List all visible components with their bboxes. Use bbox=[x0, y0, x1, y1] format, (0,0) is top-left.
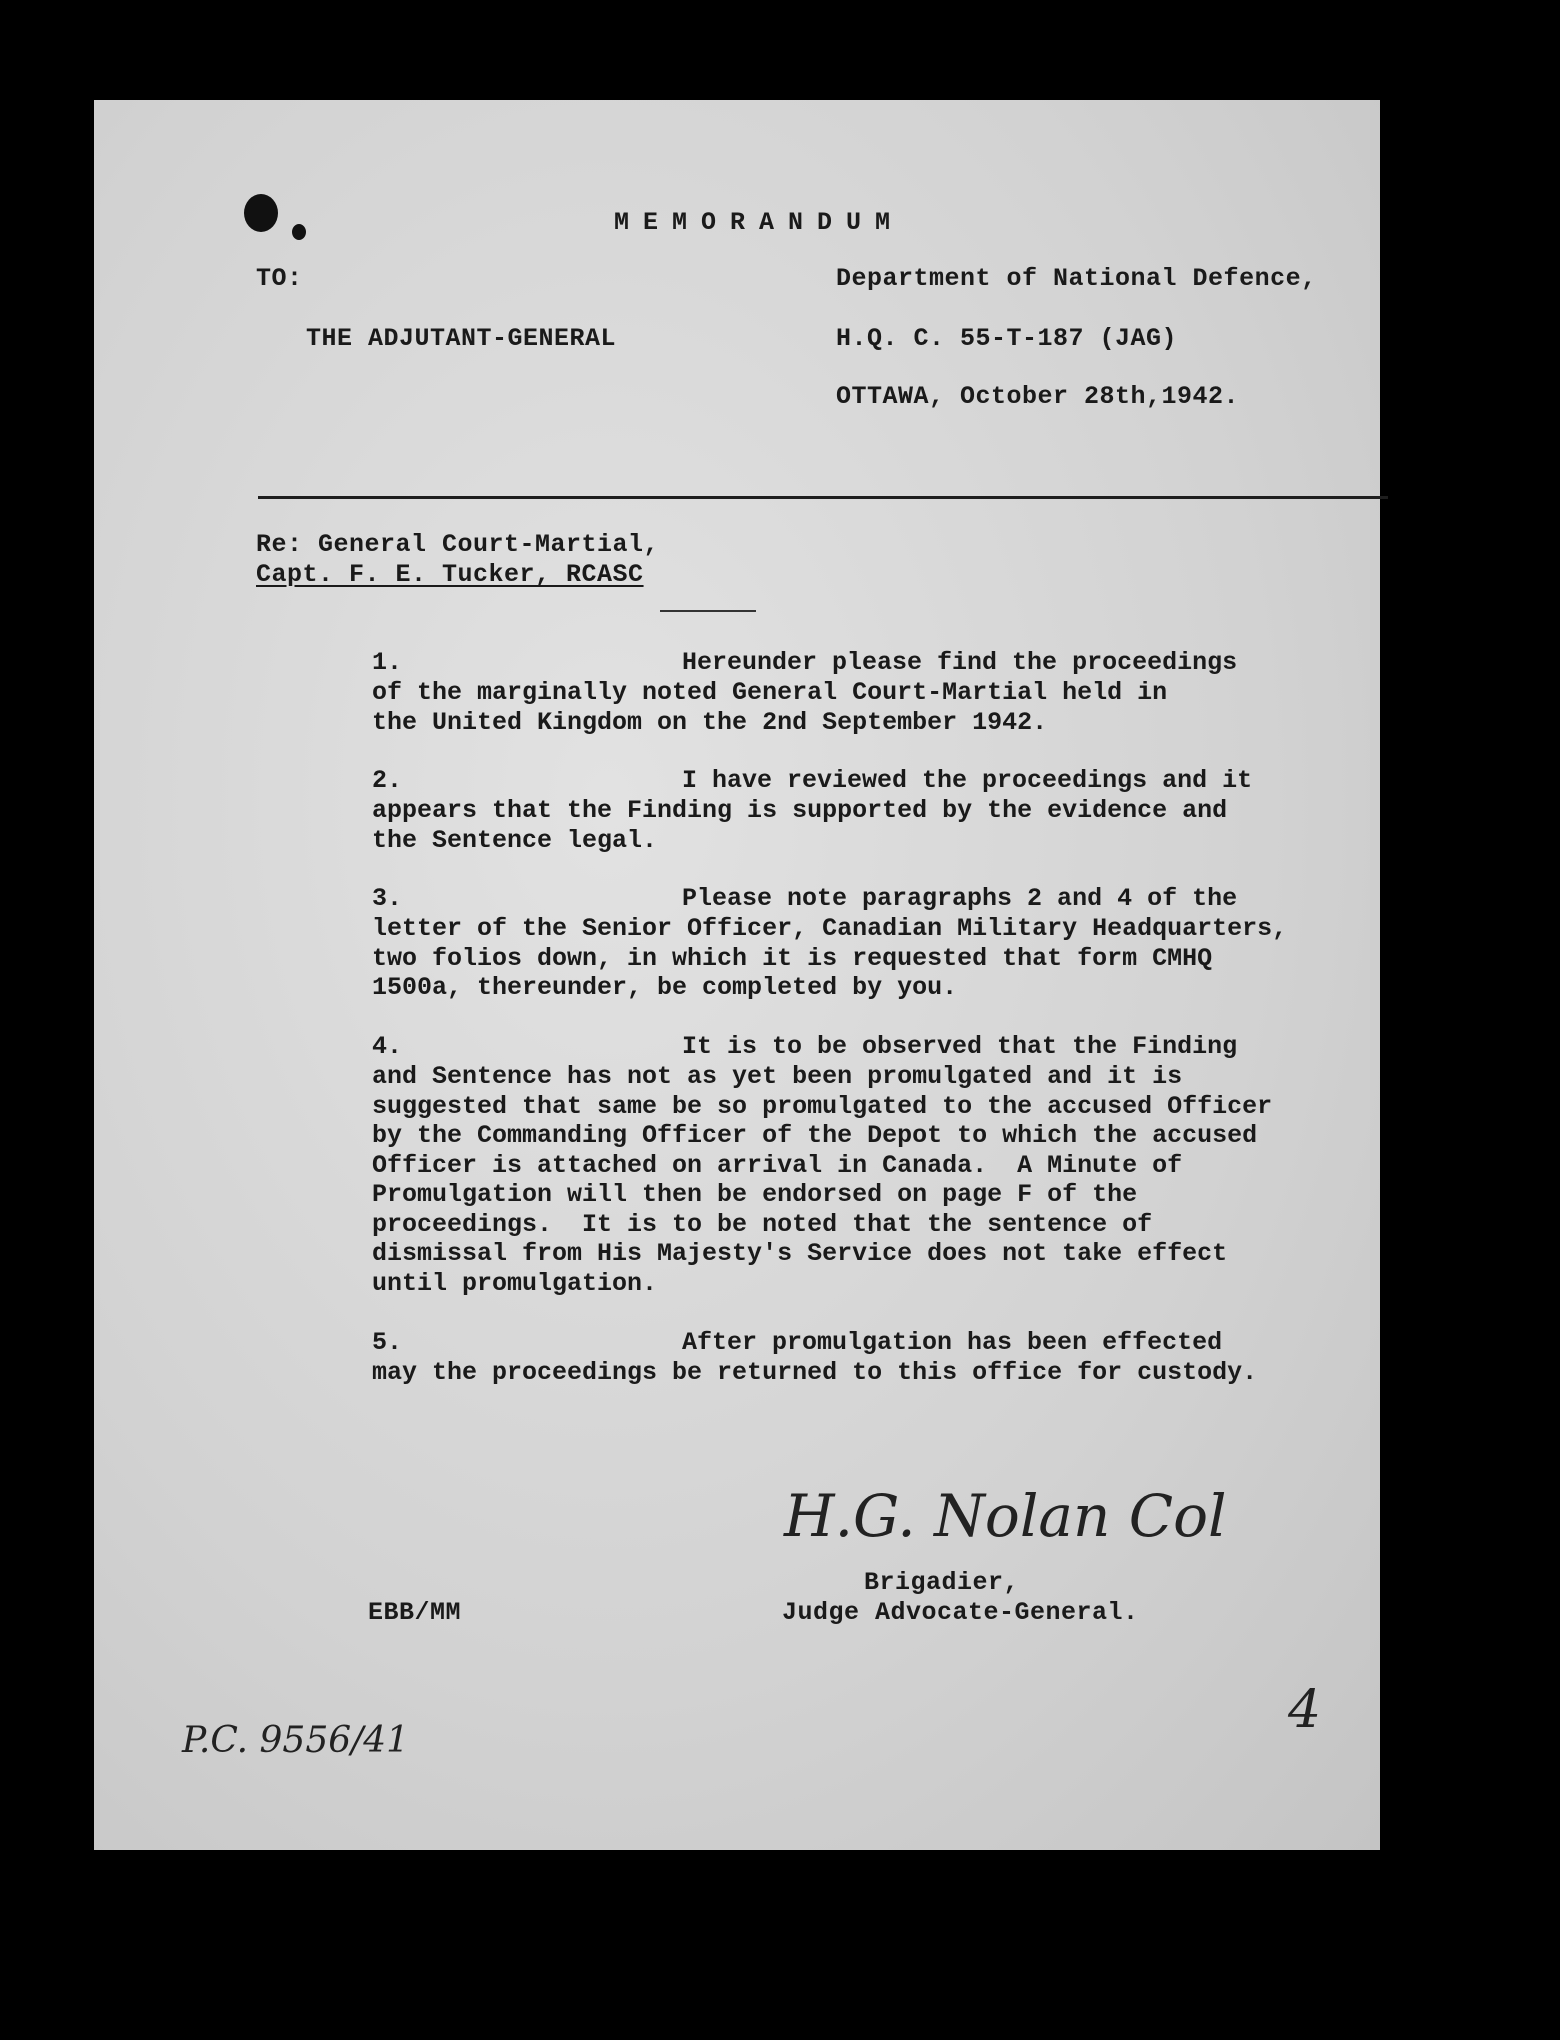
paragraph-2-body: appears that the Finding is supported by the evidence and the Sentence legal. bbox=[372, 796, 1228, 855]
paragraph-2-first-line: I have reviewed the proceedings and it bbox=[682, 766, 1253, 795]
paragraph-5-first-line: After promulgation has been effected bbox=[682, 1328, 1223, 1357]
handwritten-reference-note: P.C. 9556/41 bbox=[182, 1720, 410, 1761]
memo-title: MEMORANDUM bbox=[614, 208, 905, 237]
paragraph-1-first-line: Hereunder please find the proceedings bbox=[682, 648, 1238, 677]
paragraph-3-number: 3. bbox=[372, 884, 403, 913]
punch-hole-mark-small bbox=[292, 224, 306, 240]
signatory-rank: Brigadier, bbox=[864, 1568, 1020, 1597]
handwritten-page-number: 4 bbox=[1288, 1680, 1322, 1740]
paragraph-3-first-line: Please note paragraphs 2 and 4 of the bbox=[682, 884, 1238, 913]
to-label: TO: bbox=[256, 264, 303, 293]
signatory-title: Judge Advocate-General. bbox=[782, 1598, 1139, 1627]
place-date: OTTAWA, October 28th,1942. bbox=[836, 382, 1240, 411]
paragraph-4-body: and Sentence has not as yet been promulgated and it is suggested that same be so promulgated to the accused Officer by the Commanding Officer of the Depot to which the accused Officer is attached on arrival in Canada. A Minute of Promulgation will then be endorsed on page F of the proceedings. It is to be noted that the sentence of dismissal from His Majesty's Service does not take effect until promulgation. bbox=[372, 1062, 1273, 1298]
header-rule bbox=[258, 496, 1388, 499]
handwritten-signature: H.G. Nolan Col bbox=[784, 1482, 1227, 1550]
paragraph-3-body: letter of the Senior Officer, Canadian Military Headquarters, two folios down, in which it is requested that form CMHQ 1500a, thereunder, be completed by you. bbox=[372, 914, 1288, 1002]
paragraph-5-number: 5. bbox=[372, 1328, 403, 1357]
paragraph-1-number: 1. bbox=[372, 648, 403, 677]
subject-line-2: Capt. F. E. Tucker, RCASC bbox=[256, 560, 644, 589]
subject-short-rule bbox=[660, 610, 756, 612]
paragraph-4-first-line: It is to be observed that the Finding bbox=[682, 1032, 1238, 1061]
paragraph-2-number: 2. bbox=[372, 766, 403, 795]
memo-page bbox=[94, 100, 1380, 1850]
department-name: Department of National Defence, bbox=[836, 264, 1317, 293]
recipient: THE ADJUTANT-GENERAL bbox=[306, 324, 617, 353]
punch-hole-mark bbox=[244, 194, 278, 232]
file-reference: H.Q. C. 55-T-187 (JAG) bbox=[836, 324, 1178, 353]
typist-initials: EBB/MM bbox=[368, 1598, 462, 1627]
paragraph-4-number: 4. bbox=[372, 1032, 403, 1061]
subject-line-1: Re: General Court-Martial, bbox=[256, 530, 660, 559]
paragraph-5-body: may the proceedings be returned to this office for custody. bbox=[372, 1358, 1258, 1387]
paragraph-1-body: of the marginally noted General Court-Martial held in the United Kingdom on the 2nd September 1942. bbox=[372, 678, 1168, 737]
